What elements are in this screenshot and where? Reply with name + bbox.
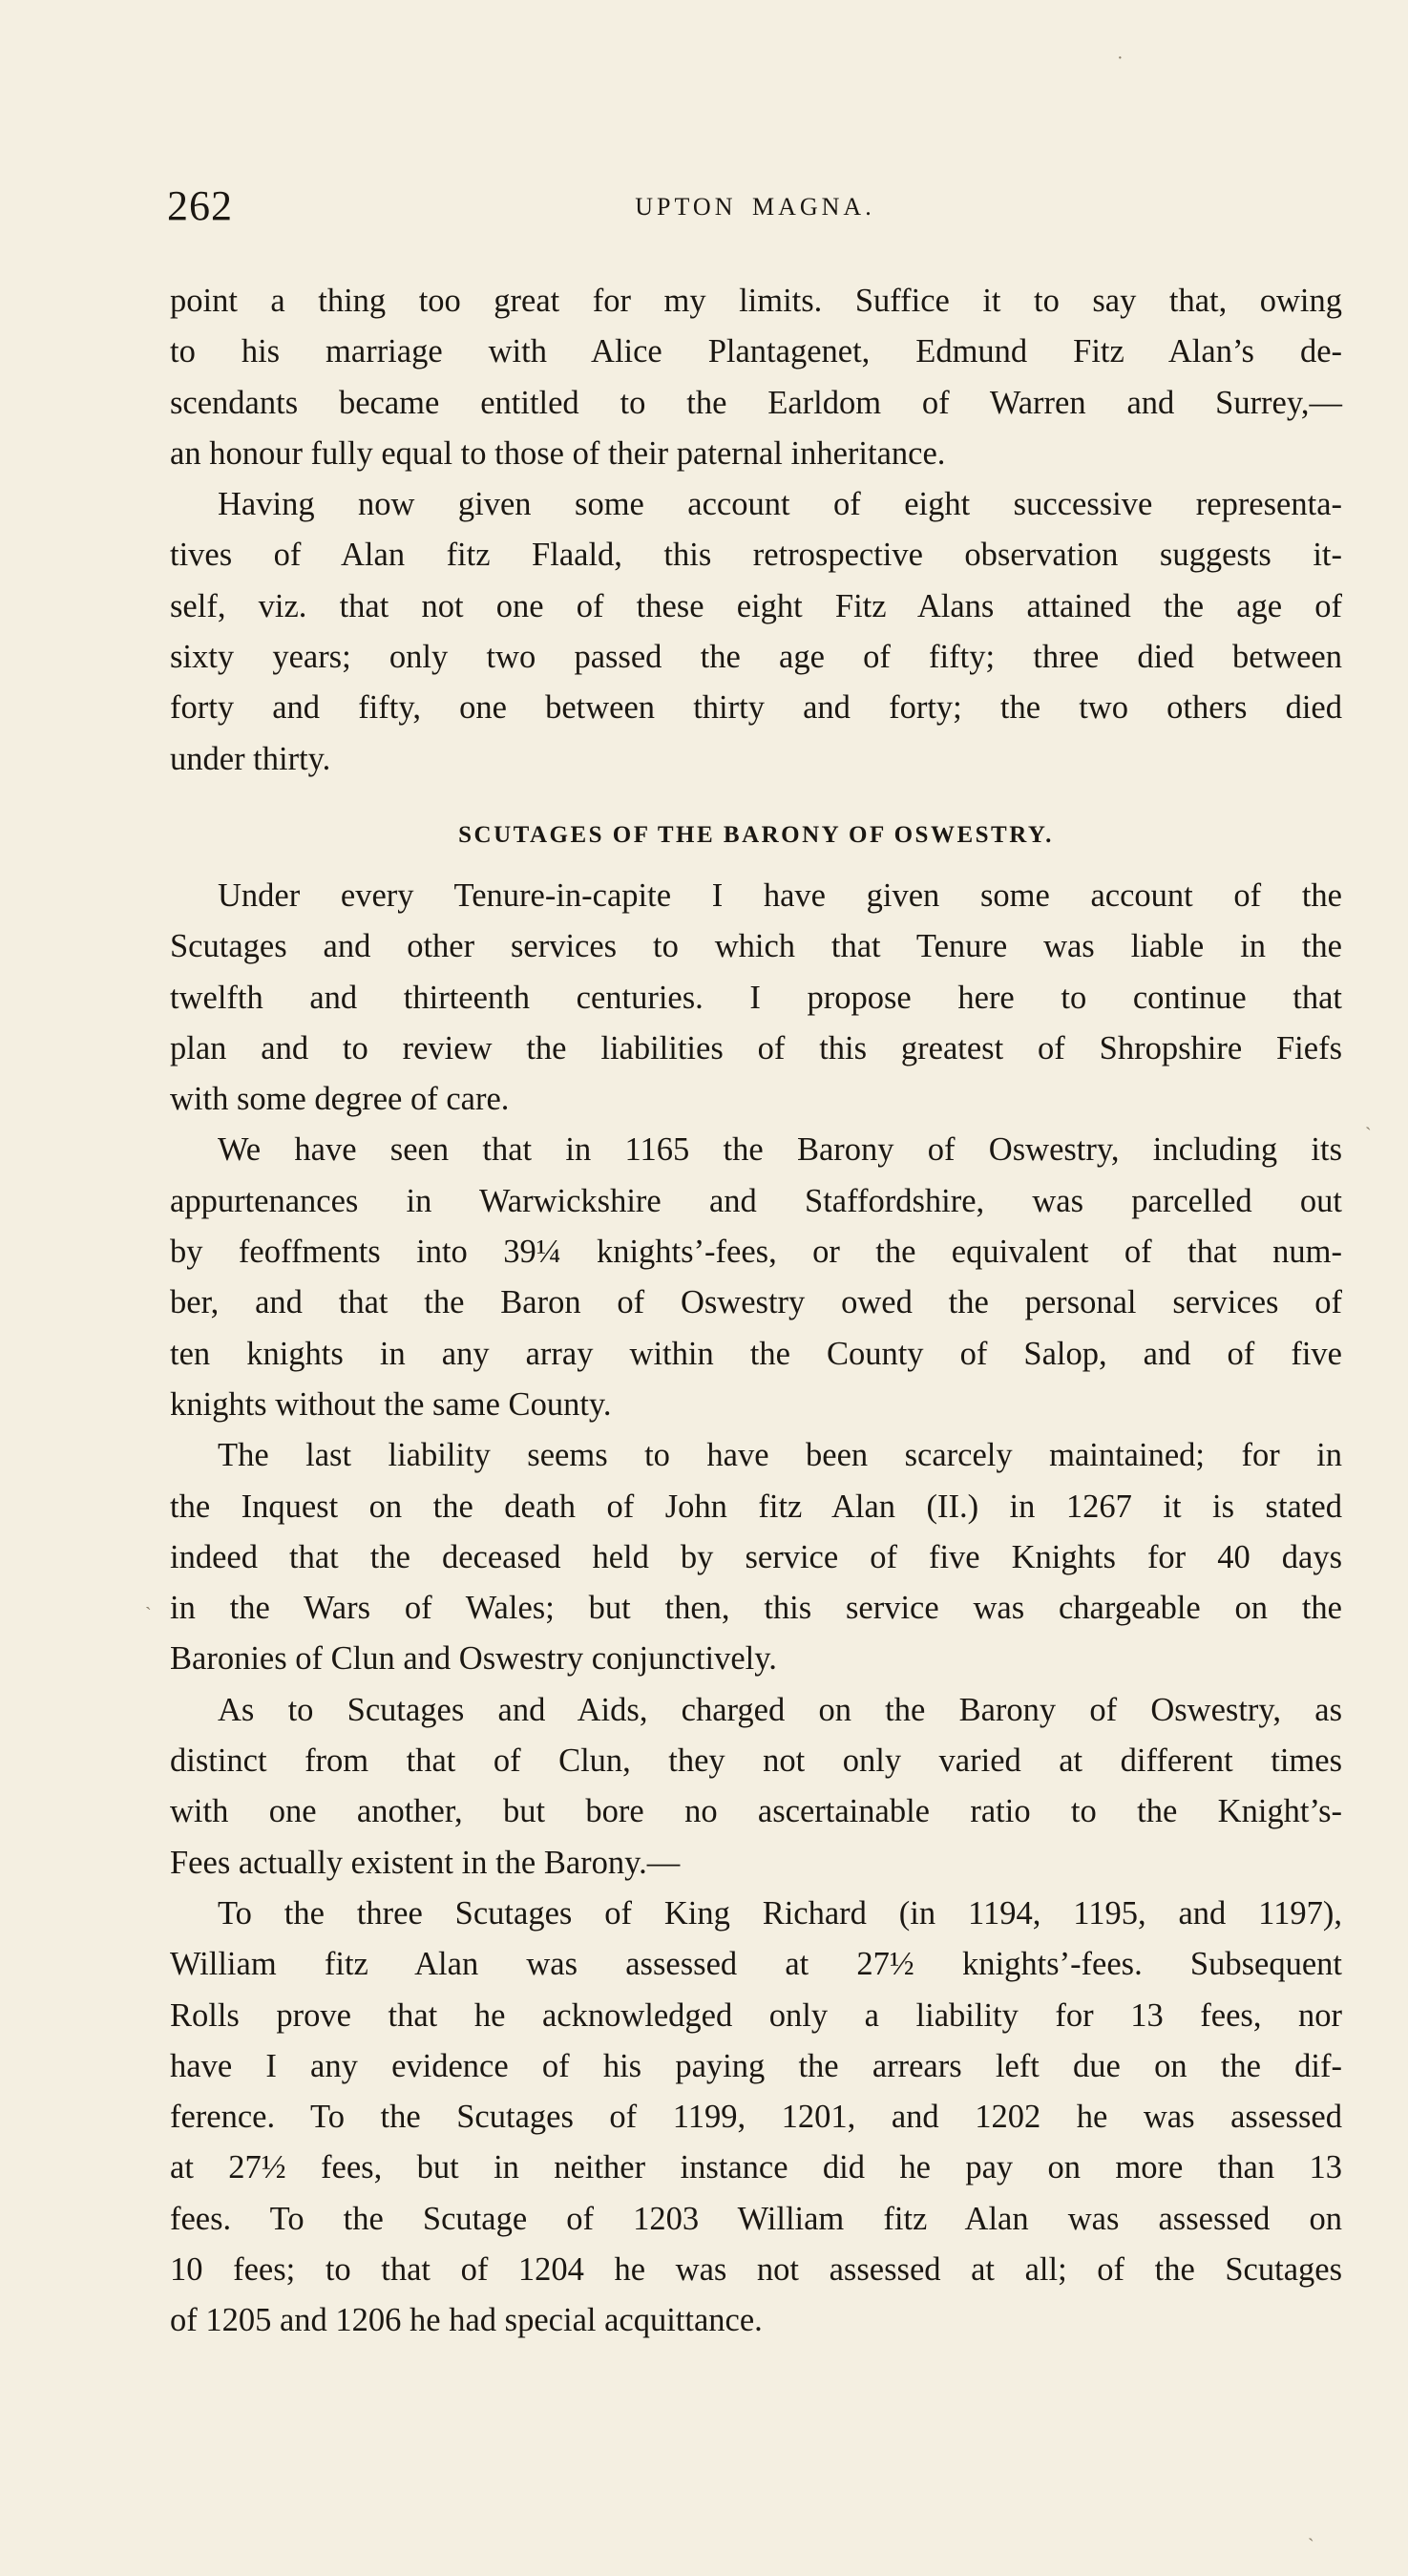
- text-line: Rolls prove that he acknowledged only a liability for 13 fees, nor: [170, 1996, 1342, 2034]
- text-line: Under every Tenure-in-capite I have given some account of the: [218, 876, 1342, 914]
- text-line: in the Wars of Wales; but then, this service was chargeable on the: [170, 1590, 1342, 1627]
- paragraph: [170, 1125, 1342, 1430]
- stray-mark: ·: [1117, 48, 1124, 69]
- text-line: ber, and that the Baron of Oswestry owed the personal services of: [170, 1284, 1342, 1321]
- paragraph: [170, 1685, 1342, 1889]
- text-line: William fitz Alan was assessed at 27½ knights’-fees. Subsequent: [170, 1946, 1342, 1983]
- text-line: indeed that the deceased held by service of five Knights for 40 days: [170, 1538, 1342, 1575]
- text-line: the Inquest on the death of John fitz Alan (II.) in 1267 it is stated: [170, 1488, 1342, 1525]
- text-line: under thirty.: [170, 740, 331, 777]
- text-line: appurtenances in Warwickshire and Staffordshire, was parcelled out: [170, 1182, 1342, 1219]
- stray-mark: ˋ: [145, 1604, 152, 1625]
- text-line: ten knights in any array within the County of Salop, and of five: [170, 1335, 1342, 1372]
- text-line: knights without the same County.: [170, 1385, 612, 1423]
- paragraph: [170, 1430, 1342, 1684]
- text-line: tives of Alan fitz Flaald, this retrospective observation suggests it-: [170, 537, 1342, 574]
- text-line: of 1205 and 1206 he had special acquittance.: [170, 2302, 763, 2339]
- paragraph: [170, 871, 1342, 1125]
- text-line: by feoffments into 39¼ knights’-fees, or the equivalent of that num-: [170, 1234, 1342, 1271]
- running-title: UPTON MAGNA.: [635, 193, 875, 221]
- text-line: The last liability seems to have been scarcely maintained; for in: [218, 1437, 1342, 1474]
- text-line: We have seen that in 1165 the Barony of Oswestry, including its: [218, 1131, 1342, 1169]
- text-line: ference. To the Scutages of 1199, 1201, and 1202 he was assessed: [170, 2099, 1342, 2136]
- text-line: self, viz. that not one of these eight Fitz Alans attained the age of: [170, 587, 1342, 624]
- text-line: forty and fifty, one between thirty and forty; the two others died: [170, 689, 1342, 727]
- text-line: with some degree of care.: [170, 1081, 510, 1118]
- text-line: at 27½ fees, but in neither instance did he pay on more than 13: [170, 2149, 1342, 2186]
- text-line: As to Scutages and Aids, charged on the Barony of Oswestry, as: [218, 1691, 1342, 1728]
- text-line: Fees actually existent in the Barony.—: [170, 1844, 681, 1881]
- page-header: [167, 181, 1343, 239]
- text-line: with one another, but bore no ascertainable ratio to the Knight’s-: [170, 1793, 1342, 1830]
- text-line: scendants became entitled to the Earldom of Warren and Surrey,—: [170, 384, 1342, 421]
- page-number: 262: [167, 182, 233, 229]
- text-line: have I any evidence of his paying the arrears left due on the dif-: [170, 2047, 1342, 2084]
- text-line: distinct from that of Clun, they not only varied at different times: [170, 1742, 1342, 1780]
- text-line: Baronies of Clun and Oswestry conjunctively.: [170, 1640, 777, 1678]
- text-line: sixty years; only two passed the age of fifty; three died between: [170, 639, 1342, 676]
- text-line: to his marriage with Alice Plantagenet, Edmund Fitz Alan’s de-: [170, 333, 1342, 370]
- text-line: an honour fully equal to those of their paternal inheritance.: [170, 434, 946, 472]
- paragraph: [170, 276, 1342, 479]
- text-line: To the three Scutages of King Richard (in 1194, 1195, and 1197),: [218, 1894, 1342, 1932]
- text-line: Having now given some account of eight successive representa-: [218, 486, 1342, 523]
- text-line: 10 fees; to that of 1204 he was not assessed at all; of the Scutages: [170, 2250, 1342, 2288]
- stray-mark: ˎ: [1365, 1109, 1372, 1130]
- text-line: Scutages and other services to which that Tenure was liable in the: [170, 928, 1342, 965]
- stray-mark: ˎ: [1308, 2521, 1314, 2542]
- body-text: [170, 276, 1342, 2347]
- text-line: twelfth and thirteenth centuries. I propose here to continue that: [170, 979, 1342, 1016]
- paragraph: [170, 479, 1342, 785]
- text-line: point a thing too great for my limits. Suffice it to say that, owing: [170, 283, 1342, 319]
- text-line: plan and to review the liabilities of this greatest of Shropshire Fiefs: [170, 1029, 1342, 1066]
- paragraph: [170, 1889, 1342, 2347]
- text-line: fees. To the Scutage of 1203 William fitz Alan was assessed on: [170, 2200, 1342, 2237]
- section-heading: SCUTAGES OF THE BARONY OF OSWESTRY.: [458, 821, 1054, 848]
